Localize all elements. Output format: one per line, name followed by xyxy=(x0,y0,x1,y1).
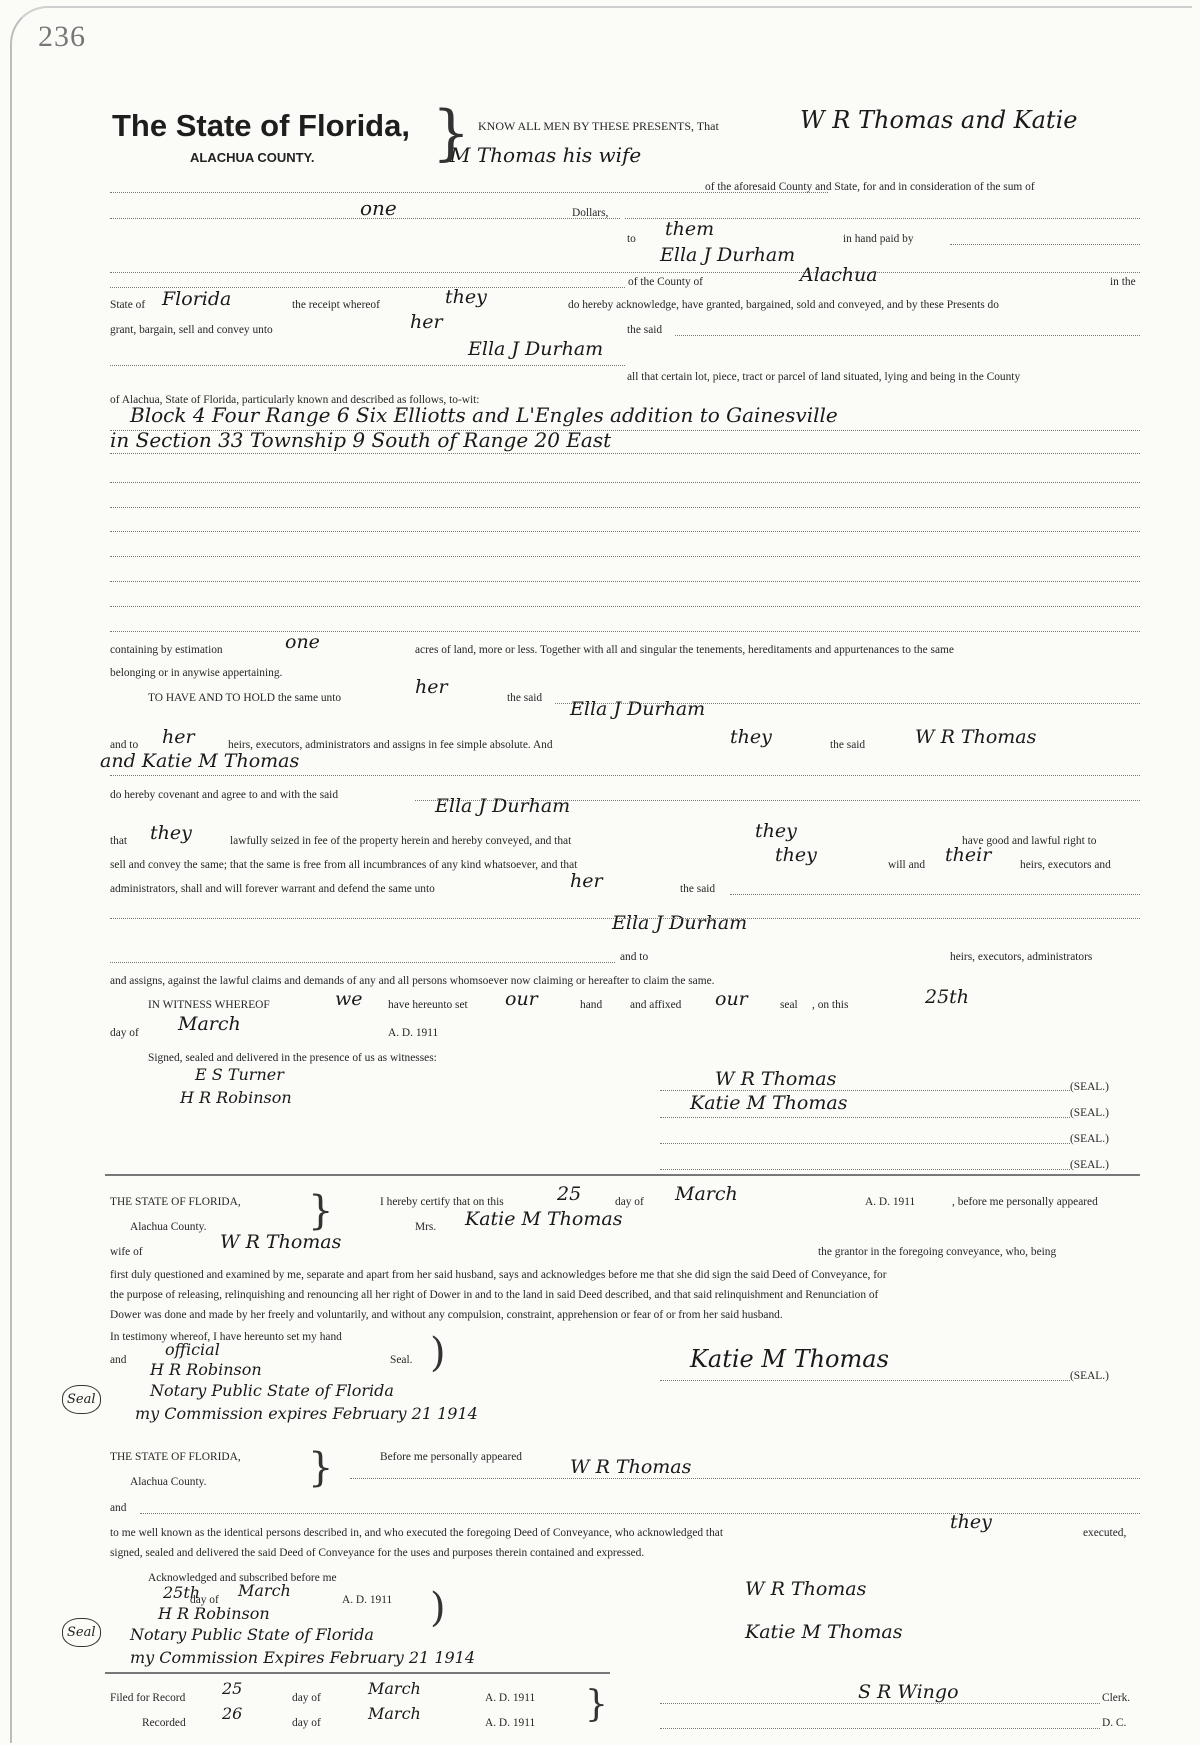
witness1-signature: E S Turner xyxy=(195,1065,284,1084)
rule xyxy=(660,1169,1070,1170)
recorded-label: Recorded xyxy=(142,1717,186,1729)
that-who: they xyxy=(150,822,192,844)
of-county-label: of the County of xyxy=(628,276,703,288)
rule xyxy=(350,1478,1140,1479)
heirs-exec-admin-text: heirs, executors, administrators xyxy=(950,951,1093,963)
rule xyxy=(110,482,1140,483)
grantor-ack-day: 25th xyxy=(163,1583,201,1602)
official-word: official xyxy=(165,1340,220,1359)
rule xyxy=(660,1703,1100,1704)
acknowledged-text: Acknowledged and subscribed before me xyxy=(148,1572,337,1584)
acres-text: acres of land, more or less. Together with all and singular the tenements, hereditaments and appurtenances to the same xyxy=(415,644,954,656)
wife-ack-month: March xyxy=(675,1183,738,1205)
dc-label: D. C. xyxy=(1102,1717,1127,1729)
grantor-ack-p1a: to me well known as the identical persons described in, and who executed the foregoing Deed of Conveyance, who acknowledged that xyxy=(110,1527,724,1539)
recorded-ad: A. D. 1911 xyxy=(485,1717,536,1729)
state-title: The State of Florida, xyxy=(112,108,410,143)
containing-text: containing by estimation xyxy=(110,644,223,656)
habendum-grantor2: and Katie M Thomas xyxy=(100,750,300,772)
wife-ack-brace: } xyxy=(308,1188,334,1234)
witness-month: March xyxy=(178,1013,241,1035)
habendum-name3: Ella J Durham xyxy=(612,912,748,934)
grantor2-signature: Katie M Thomas xyxy=(690,1092,848,1114)
wife-ack-p1: first duly questioned and examined by me, separate and apart from her said husband, says and acknowledges before me that she did sign the said Deed of Conveyance, for xyxy=(110,1269,887,1281)
signed-text: Signed, sealed and delivered in the presence of us as witnesses: xyxy=(148,1052,437,1064)
rule xyxy=(110,365,625,366)
wife-of-label: wife of xyxy=(110,1246,143,1258)
to-label: to xyxy=(627,233,636,245)
grantor-ack-sig1: W R Thomas xyxy=(745,1578,867,1600)
wife-ack-ad: A. D. 1911 xyxy=(865,1196,916,1208)
recorded-day-of: day of xyxy=(292,1717,321,1729)
dollars-label: Dollars, xyxy=(572,207,609,219)
wife-ack-day: 25 xyxy=(557,1183,582,1205)
section-divider xyxy=(105,1174,1140,1176)
description-line1: Block 4 Four Range 6 Six Elliotts and L'Engles addition to Gainesville xyxy=(130,403,838,427)
habendum-they: they xyxy=(730,726,772,748)
witness-ad: A. D. 1911 xyxy=(388,1027,439,1039)
rule xyxy=(110,606,1140,607)
wife-ack-p3: Dower was done and made by her freely and voluntarily, and without any compulsion, constraint, apprehension or fear of or from her said husband. xyxy=(110,1309,783,1321)
grantor-notary-name: H R Robinson xyxy=(158,1604,270,1623)
covenant-name: Ella J Durham xyxy=(435,795,571,817)
paid-by-label: in hand paid by xyxy=(843,233,914,245)
grantor-ack-county: Alachua County. xyxy=(130,1476,207,1488)
acres-value: one xyxy=(285,631,320,653)
wife-ack-state: THE STATE OF FLORIDA, xyxy=(110,1196,241,1208)
rule xyxy=(110,918,1140,919)
grantor-text: the grantor in the foregoing conveyance, who, being xyxy=(818,1246,1057,1258)
grantor-ack-brace: } xyxy=(308,1445,334,1491)
rule xyxy=(110,453,1140,454)
will-and-text: will and xyxy=(888,859,926,871)
grantor-notary-brace: ) xyxy=(430,1585,446,1631)
seal-label-2: (SEAL.) xyxy=(1070,1107,1109,1119)
rule xyxy=(110,507,1140,508)
have-who: they xyxy=(755,820,797,842)
habendum-the-said: the said xyxy=(507,692,543,704)
rule xyxy=(110,581,1140,582)
grantors-line1: W R Thomas and Katie xyxy=(800,106,1078,134)
and-to2-label: and to xyxy=(620,951,649,963)
and-to-label: and to xyxy=(110,739,139,751)
grantors-line2: M Thomas his wife xyxy=(450,143,642,167)
grantor-notary-commission: my Commission Expires February 21 1914 xyxy=(130,1648,476,1667)
mrs-name: Katie M Thomas xyxy=(465,1208,623,1230)
on-this-label: , on this xyxy=(812,999,849,1011)
and-official-label: and xyxy=(110,1354,127,1366)
clerk-signature: S R Wingo xyxy=(858,1681,959,1703)
seal-text: Seal. xyxy=(390,1354,413,1366)
wife-seal-label: (SEAL.) xyxy=(1070,1370,1109,1382)
good-right-text: have good and lawful right to xyxy=(962,835,1097,847)
grant-text: grant, bargain, sell and convey unto xyxy=(110,324,273,336)
the-said-label: the said xyxy=(627,324,663,336)
filed-ad: A. D. 1911 xyxy=(485,1692,536,1704)
grantee-state: Florida xyxy=(162,288,232,310)
notary-name: H R Robinson xyxy=(150,1360,262,1379)
rule xyxy=(950,244,1140,245)
will-who: they xyxy=(775,844,817,866)
grantee-name: Ella J Durham xyxy=(660,244,796,266)
grantor-ack-p1b: executed, xyxy=(1083,1527,1127,1539)
seal-count: our xyxy=(715,988,748,1010)
filed-day-of: day of xyxy=(292,1692,321,1704)
clerk-label: Clerk. xyxy=(1102,1692,1131,1704)
rule xyxy=(660,1728,1100,1729)
rule xyxy=(660,1380,1070,1381)
admins-text: administrators, shall and will forever warrant and defend the same unto xyxy=(110,883,435,895)
witness-day: 25th xyxy=(925,986,970,1008)
county-title: ALACHUA COUNTY. xyxy=(190,150,315,165)
grantor-ack-who: they xyxy=(950,1511,992,1533)
hand-count: our xyxy=(505,988,538,1010)
before-me-text: , before me personally appeared xyxy=(952,1196,1098,1208)
heirs-text: heirs, executors, administrators and assigns in fee simple absolute. And xyxy=(228,739,553,751)
witness-who: we xyxy=(335,988,363,1010)
testimony-text: In testimony whereof, I have hereunto set my hand xyxy=(110,1331,342,1343)
wife-ack-county: Alachua County. xyxy=(130,1221,207,1233)
state-of-label: State of xyxy=(110,299,146,311)
recorded-month: March xyxy=(368,1704,421,1723)
grantor-ack-month: March xyxy=(238,1581,291,1600)
assigns-text: and assigns, against the lawful claims and demands of any and all persons whomsoever now claiming or hereafter to claim the same. xyxy=(110,975,715,987)
notary-commission: my Commission expires February 21 1914 xyxy=(135,1404,478,1423)
record-brace: } xyxy=(585,1684,608,1725)
notary-brace: ) xyxy=(430,1330,446,1376)
grantor-ack-sig2: Katie M Thomas xyxy=(745,1621,903,1643)
seal-label-1: (SEAL.) xyxy=(1070,1081,1109,1093)
affixed-label: and affixed xyxy=(630,999,682,1011)
witness-whereof: IN WITNESS WHEREOF xyxy=(148,999,270,1011)
description-line2: in Section 33 Township 9 South of Range 20 East xyxy=(110,428,612,452)
covenant-text: do hereby covenant and agree to and with the said xyxy=(110,789,339,801)
husband-name: W R Thomas xyxy=(220,1231,342,1253)
notary-seal-stamp: Seal xyxy=(62,1385,101,1414)
receipt-who: they xyxy=(445,286,487,308)
paid-to: them xyxy=(665,218,715,240)
acknowledge-text: do hereby acknowledge, have granted, bargained, sold and conveyed, and by these Presents do xyxy=(568,299,999,311)
recorded-day: 26 xyxy=(222,1704,243,1723)
habendum-name: Ella J Durham xyxy=(570,698,706,720)
defend-unto: her xyxy=(570,870,603,892)
hand-label: hand xyxy=(580,999,603,1011)
consideration-text: of the aforesaid County and State, for and in consideration of the sum of xyxy=(705,181,1035,193)
page-number: 236 xyxy=(38,20,86,53)
rule xyxy=(110,556,1140,557)
grantor-ack-day-of: day of xyxy=(190,1594,219,1606)
sell-text: sell and convey the same; that the same is free from all incumbrances of any kind whatsoever, and that xyxy=(110,859,578,871)
grantor-ack-and: and xyxy=(110,1502,127,1514)
to-have-text: TO HAVE AND TO HOLD the same unto xyxy=(148,692,342,704)
wife-signature: Katie M Thomas xyxy=(690,1345,889,1373)
rule xyxy=(110,775,1140,776)
grantee-county: Alachua xyxy=(800,264,878,286)
all-that-text: all that certain lot, piece, tract or parcel of land situated, lying and being in the County xyxy=(627,371,1021,383)
rule xyxy=(660,1090,1070,1091)
witness-hereunto: have hereunto set xyxy=(388,999,468,1011)
belonging-text: belonging or in anywise appertaining. xyxy=(110,667,283,679)
habendum-the-said2: the said xyxy=(830,739,866,751)
seal-word: seal xyxy=(780,999,798,1011)
of-alachua-text: of Alachua, State of Florida, particularly known and described as follows, to-wit: xyxy=(110,394,480,406)
heirs-of: her xyxy=(162,726,195,748)
habendum-unto: her xyxy=(415,676,448,698)
convey-unto: her xyxy=(410,311,443,333)
in-the-label: in the xyxy=(1110,276,1136,288)
rule xyxy=(675,335,1140,336)
grantor-ack-p2: signed, sealed and delivered the said Deed of Conveyance for the uses and purposes therein contained and expressed. xyxy=(110,1547,645,1559)
rule xyxy=(730,894,1140,895)
rule xyxy=(110,272,1140,273)
grantor-ack-state: THE STATE OF FLORIDA, xyxy=(110,1451,241,1463)
seized-text: lawfully seized in fee of the property herein and hereby conveyed, and that xyxy=(230,835,572,847)
notary-title: Notary Public State of Florida xyxy=(150,1381,394,1400)
notary-divider xyxy=(105,1672,610,1674)
know-all-text: KNOW ALL MEN BY THESE PRESENTS, That xyxy=(478,119,719,133)
seal-label-4: (SEAL.) xyxy=(1070,1159,1109,1171)
habendum-grantor1: W R Thomas xyxy=(915,726,1037,748)
witness2-signature: H R Robinson xyxy=(180,1088,292,1107)
wife-ack-day-of: day of xyxy=(615,1196,644,1208)
rule xyxy=(110,631,1140,632)
grantor-ack-name: W R Thomas xyxy=(570,1456,692,1478)
certify-text: I hereby certify that on this xyxy=(380,1196,504,1208)
their-text: their xyxy=(945,844,992,866)
witness-day-of: day of xyxy=(110,1027,139,1039)
filed-day: 25 xyxy=(222,1679,243,1698)
rule xyxy=(110,218,620,219)
seal-label-3: (SEAL.) xyxy=(1070,1133,1109,1145)
filed-month: March xyxy=(368,1679,421,1698)
amount: one xyxy=(360,196,397,220)
habendum-the-said3: the said xyxy=(680,883,716,895)
rule xyxy=(110,531,1140,532)
receipt-label: the receipt whereof xyxy=(292,299,380,311)
grantor-ack-before: Before me personally appeared xyxy=(380,1451,522,1463)
rule xyxy=(660,1117,1070,1118)
wife-ack-p2: the purpose of releasing, relinquishing and renouncing all her right of Dower in and to the land in said Deed described, and that said relinquishment and Renunciation of xyxy=(110,1289,879,1301)
header-brace: } xyxy=(432,98,471,168)
grantor-notary-title: Notary Public State of Florida xyxy=(130,1625,374,1644)
grantor-notary-seal-stamp: Seal xyxy=(62,1618,101,1647)
filed-label: Filed for Record xyxy=(110,1692,186,1704)
grantee-name2: Ella J Durham xyxy=(468,338,604,360)
heirs-exec-text: heirs, executors and xyxy=(1020,859,1111,871)
rule xyxy=(660,1143,1070,1144)
rule xyxy=(110,962,615,963)
that-label: that xyxy=(110,835,128,847)
grantor1-signature: W R Thomas xyxy=(715,1068,837,1090)
grantor-ack-ad: A. D. 1911 xyxy=(342,1594,393,1606)
mrs-label: Mrs. xyxy=(415,1221,437,1233)
